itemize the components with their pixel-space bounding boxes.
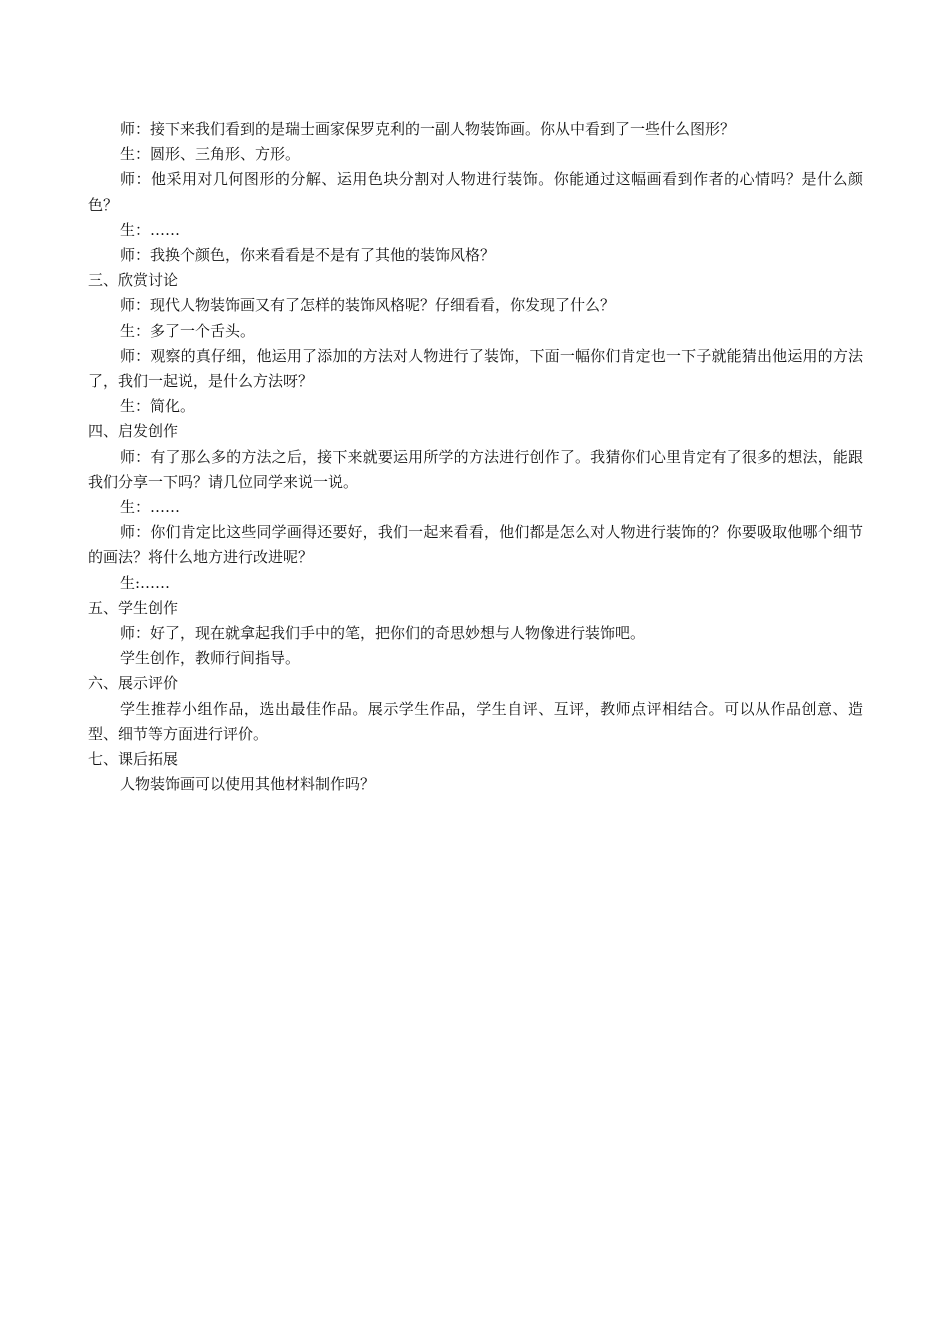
paragraph-teacher: 师：我换个颜色，你来看看是不是有了其他的装饰风格？	[120, 246, 496, 265]
paragraph-teacher: 师：现代人物装饰画又有了怎样的装饰风格呢？仔细看看，你发现了什么？	[120, 296, 616, 315]
section-heading: 六、展示评价	[88, 674, 179, 693]
paragraph-teacher: 师：观察的真仔细，他运用了添加的方法对人物进行了装饰，下面一幅你们肯定也一下子就能猜出他运用的方法了，我们一起说，是什么方法呀？	[88, 346, 863, 391]
paragraph-teacher: 师：有了那么多的方法之后，接下来就要运用所学的方法进行创作了。我猜你们心里肯定有了很多的想法，能跟我们分享一下吗？请几位同学来说一说。	[88, 447, 863, 491]
section-heading: 四、启发创作	[88, 422, 179, 441]
paragraph-student: 生：……	[120, 220, 181, 239]
paragraph-student: 生：圆形、三角形、方形。	[120, 145, 301, 164]
paragraph-teacher: 师：他采用对几何图形的分解、运用色块分割对人物进行装饰。你能通过这幅画看到作者的心情吗？是什么颜色？	[88, 170, 863, 214]
paragraph-teacher: 师：好了，现在就拿起我们手中的笔，把你们的奇思妙想与人物像进行装饰吧。	[120, 624, 646, 643]
section-heading: 五、学生创作	[88, 598, 179, 617]
paragraph-activity: 学生创作，教师行间指导。	[120, 649, 301, 668]
paragraph-student: 生：简化。	[120, 397, 196, 416]
paragraph-student: 生:……	[120, 573, 171, 592]
section-heading: 三、欣赏讨论	[88, 271, 179, 290]
paragraph-teacher: 师：你们肯定比这些同学画得还要好，我们一起来看看，他们都是怎么对人物进行装饰的？你要吸取他哪个细节的画法？将什么地方进行改进呢？	[88, 523, 863, 567]
section-heading: 七、课后拓展	[88, 750, 179, 769]
paragraph-teacher: 师：接下来我们看到的是瑞士画家保罗克利的一副人物装饰画。你从中看到了一些什么图形？	[120, 120, 736, 138]
document-body	[88, 117, 863, 797]
paragraph-activity: 学生推荐小组作品，选出最佳作品。展示学生作品，学生自评、互评，教师点评相结合。可以从作品创意、造型、细节等方面进行评价。	[88, 699, 863, 743]
paragraph-activity: 人物装饰画可以使用其他材料制作吗？	[120, 775, 376, 794]
paragraph-student: 生：多了一个舌头。	[120, 321, 256, 340]
paragraph-student: 生：……	[120, 498, 181, 517]
